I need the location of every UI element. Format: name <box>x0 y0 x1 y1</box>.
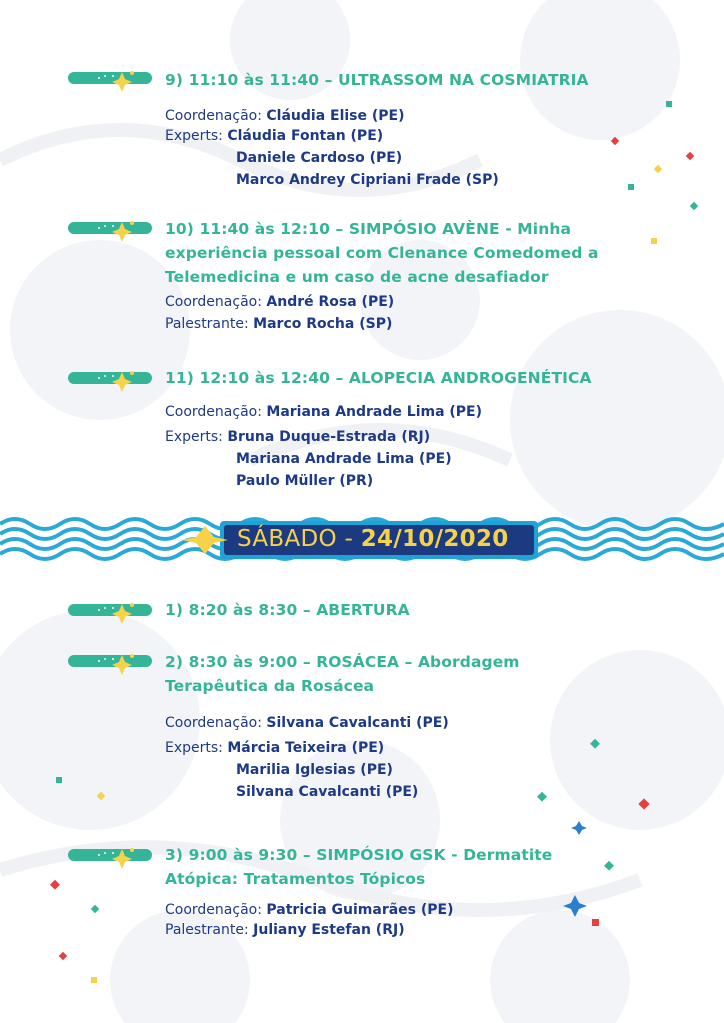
speaker-row: Palestrante: Marco Rocha (SP) <box>165 316 393 332</box>
expert-name: Mariana Andrade Lima (PE) <box>236 451 452 467</box>
pill-sparkle-icon <box>68 651 152 677</box>
session-title: 3) 9:00 às 9:30 – SIMPÓSIO GSK - Dermatite Atópica: Tratamentos Tópicos <box>165 846 553 888</box>
session-title: 10) 11:40 às 12:10 – SIMPÓSIO AVÈNE - Minha experiência pessoal com Clenance Comedomed a Telemedicina e um caso de acne desafiador <box>165 220 599 286</box>
pill-sparkle-icon <box>68 68 152 94</box>
coordination-row: Coordenação: André Rosa (PE) <box>165 294 395 310</box>
pill-sparkle-icon <box>68 845 152 871</box>
coordination-row: Coordenação: Mariana Andrade Lima (PE) <box>165 404 483 420</box>
pill-sparkle-icon <box>68 368 152 394</box>
session-title: 1) 8:20 às 8:30 – ABERTURA <box>165 601 410 619</box>
coordination-row: Coordenação: Patricia Guimarães (PE) <box>165 902 454 918</box>
expert-name: Paulo Müller (PR) <box>236 473 374 489</box>
experts-row: Experts: Márcia Teixeira (PE) <box>165 740 385 756</box>
expert-name: Marilia Iglesias (PE) <box>236 762 393 778</box>
session-title: 9) 11:10 às 11:40 – ULTRASSOM NA COSMIATRIA <box>165 71 589 89</box>
expert-name: Marco Andrey Cipriani Frade (SP) <box>236 172 499 188</box>
experts-row: Experts: Bruna Duque-Estrada (RJ) <box>165 429 431 445</box>
speaker-row: Palestrante: Juliany Estefan (RJ) <box>165 922 405 938</box>
coordination-row: Coordenação: Cláudia Elise (PE) <box>165 108 405 124</box>
day-banner-label: SÁBADO - 24/10/2020 <box>237 526 509 552</box>
session-title: 11) 12:10 às 12:40 – ALOPECIA ANDROGENÉTICA <box>165 369 592 387</box>
coordination-row: Coordenação: Silvana Cavalcanti (PE) <box>165 715 449 731</box>
expert-name: Daniele Cardoso (PE) <box>236 150 403 166</box>
pill-sparkle-icon <box>68 600 152 626</box>
session-title: 2) 8:30 às 9:00 – ROSÁCEA – Abordagem Terapêutica da Rosácea <box>165 653 520 695</box>
pill-sparkle-icon <box>68 218 152 244</box>
experts-row: Experts: Cláudia Fontan (PE) <box>165 128 384 144</box>
expert-name: Silvana Cavalcanti (PE) <box>236 784 419 800</box>
